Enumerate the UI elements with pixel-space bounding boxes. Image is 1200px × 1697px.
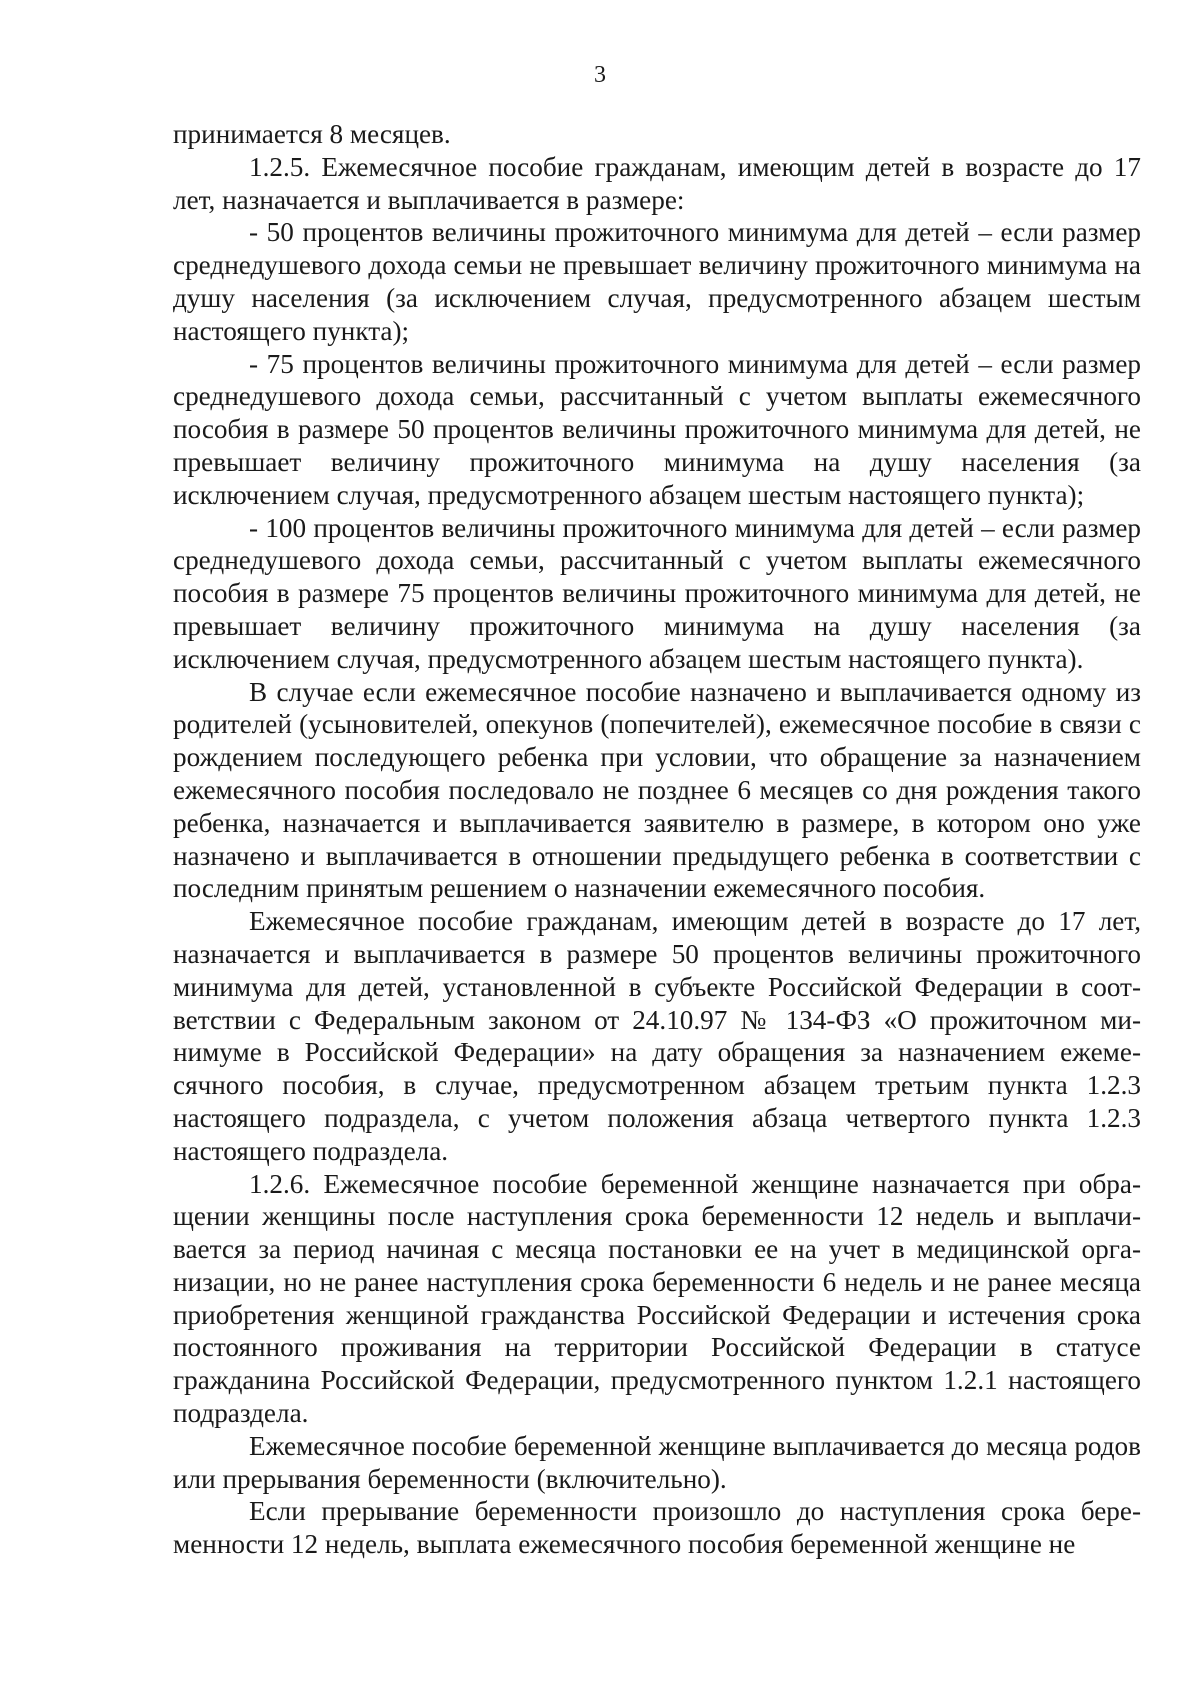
paragraph-continuation: принимается 8 месяцев. — [173, 119, 451, 149]
paragraph-50-percent-case: Ежемесячное пособие гражданам, имеющим детей в возрасте до 17 лет, назначается и выплачивается в размере 50 процентов величины прожиточного минимума для детей, установленной в субъекте Российской Федерации в соответствии с Федеральным законом от 24.10.97 № 134-ФЗ «О прожиточном минимуме в Российской Федерации» на дату обращения за назначением ежемесячного пособия, в случае, предусмотренном абзацем третьим пункта 1.2.3 настоящего подраздела, с учетом положения абзаца четвертого пункта 1.2.3 настоящего подраздела. — [173, 906, 1141, 1166]
paragraph-pregnancy-termination: Если прерывание беременности произошло до наступления срока беременности 12 недель, выплата ежемесячного пособия беременной женщине не — [173, 1496, 1141, 1560]
paragraph-1-2-6: 1.2.6. Ежемесячное пособие беременной женщине назначается при обращении женщины после наступления срока беременности 12 недель и выплачивается за период начиная с месяца постановки ее на учет в медицинской организации, но не ранее наступления срока беременности 6 недель и не ранее месяца приобретения женщиной гражданства Российской Федерации и истечения срока постоянного проживания на территории Российской Федерации в статусе гражданина Российской Федерации, предусмотренного пунктом 1.2.1 настоящего подраздела. — [173, 1168, 1141, 1429]
document-body — [173, 118, 1141, 1561]
paragraph-subsequent-child: В случае если ежемесячное пособие назначено и выплачивается одному из родителей (усыновителей, опекунов (попечителей), ежемесячное пособие в связи с рождением последующего ребенка при условии, что обращение за назначением ежемесячного пособия последовало не позднее 6 месяцев со дня рождения такого ребенка, назначается и выплачивается заявителю в размере, в котором оно уже назначено и выплачивается в отношении предыдущего ребенка в соответствии с последним принятым решением о назначении ежемесячного пособия. — [173, 676, 1141, 904]
paragraph-pregnancy-duration: Ежемесячное пособие беременной женщине выплачивается до месяца родов или прерывания беременности (включительно). — [173, 1430, 1141, 1494]
paragraph-75-percent: - 75 процентов величины прожиточного минимума для детей – если размер среднедушевого дохода семьи, рассчитанный с учетом выплаты ежемесячного пособия в размере 50 процентов величины прожиточного минимума для детей, не превышает величину прожиточного минимума на душу населения (за исключением случая, предусмотренного абзацем шестым настоящего пункта); — [173, 348, 1141, 510]
paragraph-100-percent: - 100 процентов величины прожиточного минимума для детей – если размер среднедушевого дохода семьи, рассчитанный с учетом выплаты ежемесячного пособия в размере 75 процентов величины прожиточного минимума для детей, не превышает величину прожиточного минимума на душу населения (за исключением случая, предусмотренного абзацем шестым настоящего пункта). — [173, 512, 1141, 674]
paragraph-50-percent: - 50 процентов величины прожиточного минимума для детей – если размер среднедушевого дохода семьи не превышает величину прожиточного минимума на душу населения (за исключением случая, предусмотренного абзацем шестым настоящего пункта); — [173, 217, 1141, 346]
page-number: 3 — [594, 62, 606, 88]
paragraph-1-2-5: 1.2.5. Ежемесячное пособие гражданам, имеющим детей в возрасте до 17 лет, назначается и выплачивается в размере: — [173, 151, 1141, 215]
